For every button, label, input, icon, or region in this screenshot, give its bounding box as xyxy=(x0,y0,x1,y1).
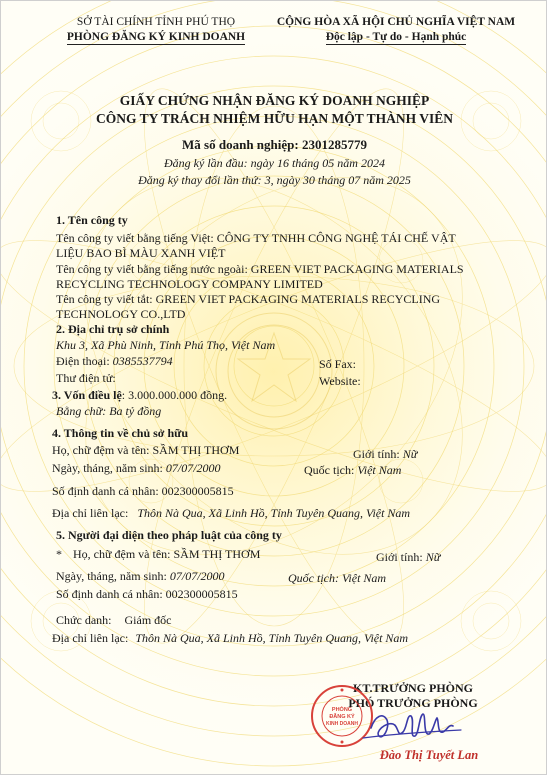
fax-label: Số Fax: xyxy=(319,357,357,371)
certificate-title: GIẤY CHỨNG NHẬN ĐĂNG KÝ DOANH NGHIỆP xyxy=(119,93,430,108)
national-motto xyxy=(251,15,541,45)
tax-code-line xyxy=(1,137,547,153)
owner-nationality-label: Quốc tịch: xyxy=(304,463,355,477)
company-type: CÔNG TY TRÁCH NHIỆM HỮU HẠN MỘT THÀNH VIÊN xyxy=(95,111,454,126)
rep-dob: 07/07/2000 xyxy=(169,569,225,583)
change-registration: Đăng ký thay đổi lần thứ: 3, ngày 30 tháng 07 năm 2025 xyxy=(138,173,411,187)
website-label: Website: xyxy=(319,374,361,388)
vn-name-line1: Tên công ty viết bằng tiếng Việt: CÔNG TY TNHH CÔNG NGHỆ TÁI CHẾ VẬT xyxy=(56,231,456,245)
rep-dob-label: Ngày, tháng, năm sinh: xyxy=(56,569,167,583)
section4-heading: 4. Thông tin về chủ sở hữu xyxy=(52,426,189,440)
svg-text:KINH DOANH: KINH DOANH xyxy=(326,721,358,727)
owner-contact-label: Địa chỉ liên lạc: xyxy=(52,506,129,520)
country-name: CỘNG HÒA XÃ HỘI CHỦ NGHĨA VIỆT NAM xyxy=(276,16,516,28)
owner-id-line xyxy=(52,484,234,499)
signature-title-line2: PHÓ TRƯỞNG PHÒNG xyxy=(348,696,478,710)
charter-capital-value: : 3.000.000.000 đồng. xyxy=(121,388,228,402)
first-registration: Đăng ký lần đầu: ngày 16 tháng 05 năm 2024 xyxy=(164,156,385,170)
rep-id-label: Số định danh cá nhân: xyxy=(56,587,163,601)
owner-gender: Nữ xyxy=(402,447,418,461)
phone-line xyxy=(56,354,173,369)
owner-name-line xyxy=(52,443,239,458)
owner-nationality-line xyxy=(304,463,401,478)
rep-title-label: Chức danh: xyxy=(56,613,112,627)
rep-nationality: Việt Nam xyxy=(341,571,387,585)
owner-gender-label: Giới tính: xyxy=(353,447,400,461)
email-label: Thư điện tử: xyxy=(56,371,116,385)
owner-gender-line xyxy=(353,447,417,462)
owner-dob-label: Ngày, tháng, năm sinh: xyxy=(52,461,163,475)
phone-value: 0385537794 xyxy=(112,354,173,368)
charter-capital xyxy=(52,388,227,403)
short-name-line2: TECHNOLOGY CO.,LTD xyxy=(56,307,186,321)
rep-id: 002300005815 xyxy=(165,587,238,601)
tax-code-label: Mã số doanh nghiệp: xyxy=(182,137,299,152)
rep-contact-label: Địa chỉ liên lạc: xyxy=(52,631,129,645)
owner-nationality: Việt Nam xyxy=(357,463,402,477)
owner-name: SẦM THỊ THƠM xyxy=(152,443,240,457)
issuer-department: SỞ TÀI CHÍNH TỈNH PHÚ THỌ xyxy=(76,16,236,28)
foreign-name-line2: RECYCLING TECHNOLOGY COMPANY LIMITED xyxy=(56,277,323,291)
owner-dob: 07/07/2000 xyxy=(165,461,221,475)
phone-label: Điện thoại: xyxy=(56,354,110,368)
issuer-office: PHÒNG ĐĂNG KÝ KINH DOANH xyxy=(66,31,246,43)
owner-contact: Thôn Nà Qua, Xã Linh Hồ, Tỉnh Tuyên Quang, Việt Nam xyxy=(137,506,411,520)
section2-heading: 2. Địa chỉ trụ sở chính xyxy=(56,322,170,336)
rep-contact-line xyxy=(52,631,408,646)
head-office-address: Khu 3, Xã Phù Ninh, Tỉnh Phú Thọ, Việt Nam xyxy=(56,338,276,352)
rep-nationality-line xyxy=(288,571,386,586)
motto: Độc lập - Tự do - Hạnh phúc xyxy=(325,31,467,43)
rep-contact: Thôn Nà Qua, Xã Linh Hồ, Tỉnh Tuyên Quang, Việt Nam xyxy=(135,631,409,645)
rep-bullet: * xyxy=(56,547,62,561)
section5-heading: 5. Người đại diện theo pháp luật của công ty xyxy=(56,528,282,542)
rep-title-line xyxy=(56,613,172,628)
owner-id: 002300005815 xyxy=(161,484,234,498)
signature-title-line1: KT.TRƯỞNG PHÒNG xyxy=(353,681,473,695)
vn-name-line2: LIỆU BAO BÌ MÀU XANH VIỆT xyxy=(56,246,226,260)
issuer-header xyxy=(46,15,266,45)
owner-contact-line xyxy=(52,506,410,521)
rep-title: Giám đốc xyxy=(124,613,172,627)
rep-gender: Nữ xyxy=(425,550,441,564)
rep-nationality-label: Quốc tịch: xyxy=(288,571,339,585)
rep-name: SẦM THỊ THƠM xyxy=(173,547,261,561)
rep-name-label: Họ, chữ đệm và tên: xyxy=(73,547,171,561)
owner-dob-line xyxy=(52,461,221,476)
svg-text:PHÒNG: PHÒNG xyxy=(331,707,353,713)
section1-heading: 1. Tên công ty xyxy=(56,213,128,227)
short-name-line1: Tên công ty viết tắt: GREEN VIET PACKAGING MATERIALS RECYCLING xyxy=(56,292,441,306)
foreign-name-line1: Tên công ty viết bằng tiếng nước ngoài: GREEN VIET PACKAGING MATERIALS xyxy=(56,262,464,276)
svg-text:ĐĂNG KÝ: ĐĂNG KÝ xyxy=(329,714,355,720)
charter-capital-label: 3. Vốn điều lệ xyxy=(52,388,122,402)
tax-code: 2301285779 xyxy=(301,137,367,152)
rep-name-line xyxy=(56,547,260,562)
rep-id-line xyxy=(56,587,238,602)
signer-name: Đào Thị Tuyết Lan xyxy=(379,748,479,762)
rep-dob-line xyxy=(56,569,225,584)
owner-id-label: Số định danh cá nhân: xyxy=(52,484,159,498)
handwritten-signature xyxy=(353,698,473,750)
rep-gender-line xyxy=(376,550,440,565)
rep-gender-label: Giới tính: xyxy=(376,550,423,564)
capital-in-words: Bằng chữ: Ba tỷ đồng xyxy=(56,404,162,418)
owner-name-label: Họ, chữ đệm và tên: xyxy=(52,443,150,457)
